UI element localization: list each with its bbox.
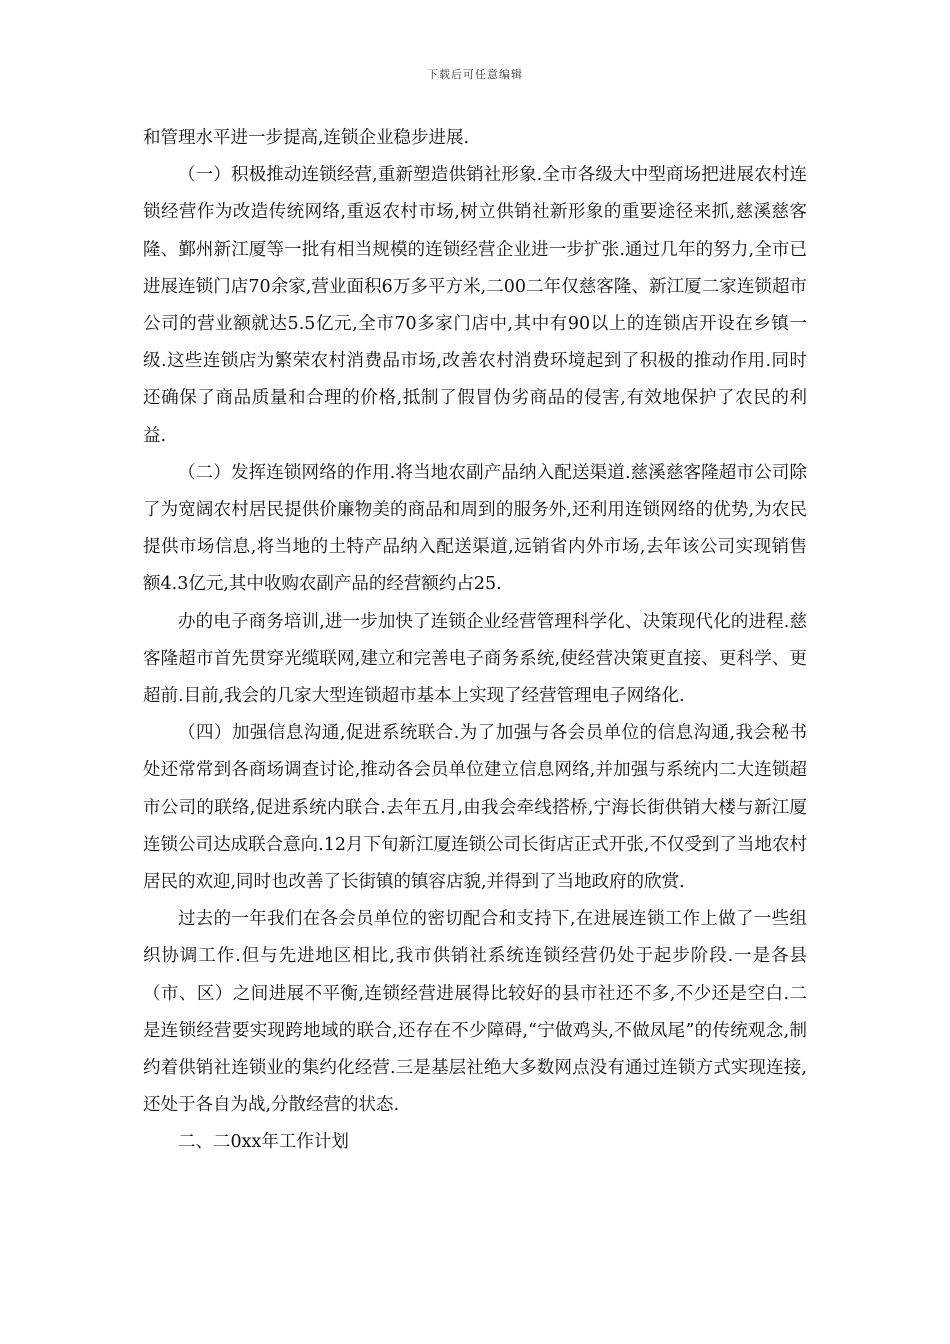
document-body: [143, 120, 807, 1162]
paragraph-ecommerce: 办的电子商务培训,进一步加快了连锁企业经营管理科学化、决策现代化的进程.慈客隆超市首先贯穿光缆联网,建立和完善电子商务系统,使经营决策更直接、更科学、更超前.目前,我会的几家大型连锁超市基本上实现了经营管理电子网络化.: [143, 611, 807, 707]
paragraph-summary: 过去的一年我们在各会员单位的密切配合和支持下,在进展连锁工作上做了一些组织协调工作.但与先进地区相比,我市供销社系统连锁经营仍处于起步阶段.一是各县（市、区）之间进展不平衡,连锁经营进展得比较好的县市社还不多,不少还是空白.二是连锁经营要实现跨地域的联合,还存在不少障碍,“宁做鸡头,不做凤尾”的传统观念,制约着供销社连锁业的集约化经营.三是基层社绝大多数网点没有通过连锁方式实现连接,还处于各自为战,分散经营的状态.: [143, 909, 807, 1116]
paragraph-section-4: （四）加强信息沟通,促进系统联合.为了加强与各会员单位的信息沟通,我会秘书处还常常到各商场调查讨论,推动各会员单位建立信息网络,并加强与系统内二大连锁超市公司的联络,促进系统内联合.去年五月,由我会牵线搭桥,宁海长街供销大楼与新江厦连锁公司达成联合意向.12月下旬新江厦连锁公司长街店正式开张,不仅受到了当地农村居民的欢迎,同时也改善了长街镇的镇容店貌,并得到了当地政府的欣赏.: [143, 723, 807, 893]
paragraph-section-2: （二）发挥连锁网络的作用.将当地农副产品纳入配送渠道.慈溪慈客隆超市公司除了为宽阔农村居民提供价廉物美的商品和周到的服务外,还利用连锁网络的优势,为农民提供市场信息,将当地的土特产品纳入配送渠道,远销省内外市场,去年该公司实现销售额4.3亿元,其中收购农副产品的经营额约占25.: [143, 462, 807, 595]
paragraph-continuation: 和管理水平进一步提高,连锁企业稳步进展.: [143, 128, 470, 148]
header-note: 下载后可任意编辑: [427, 68, 523, 81]
paragraph-section-1: （一）积极推动连锁经营,重新塑造供销社形象.全市各级大中型商场把进展农村连锁经营作为改造传统网络,重返农村市场,树立供销社新形象的重要途径来抓,慈溪慈客隆、鄞州新江厦等一批有相当规模的连锁经营企业进一步扩张.通过几年的努力,全市已进展连锁门店70余家,营业面积6万多平方米,二00二年仅慈客隆、新江厦二家连锁超市公司的营业额就达5.5亿元,全市70多家门店中,其中有90以上的连锁店开设在乡镇一级.这些连锁店为繁荣农村消费品市场,改善农村消费环境起到了积极的推动作用.同时还确保了商品质量和合理的价格,抵制了假冒伪劣商品的侵害,有效地保护了农民的利益.: [143, 165, 807, 446]
section-heading-work-plan: 二、二0xx年工作计划: [178, 1132, 349, 1153]
